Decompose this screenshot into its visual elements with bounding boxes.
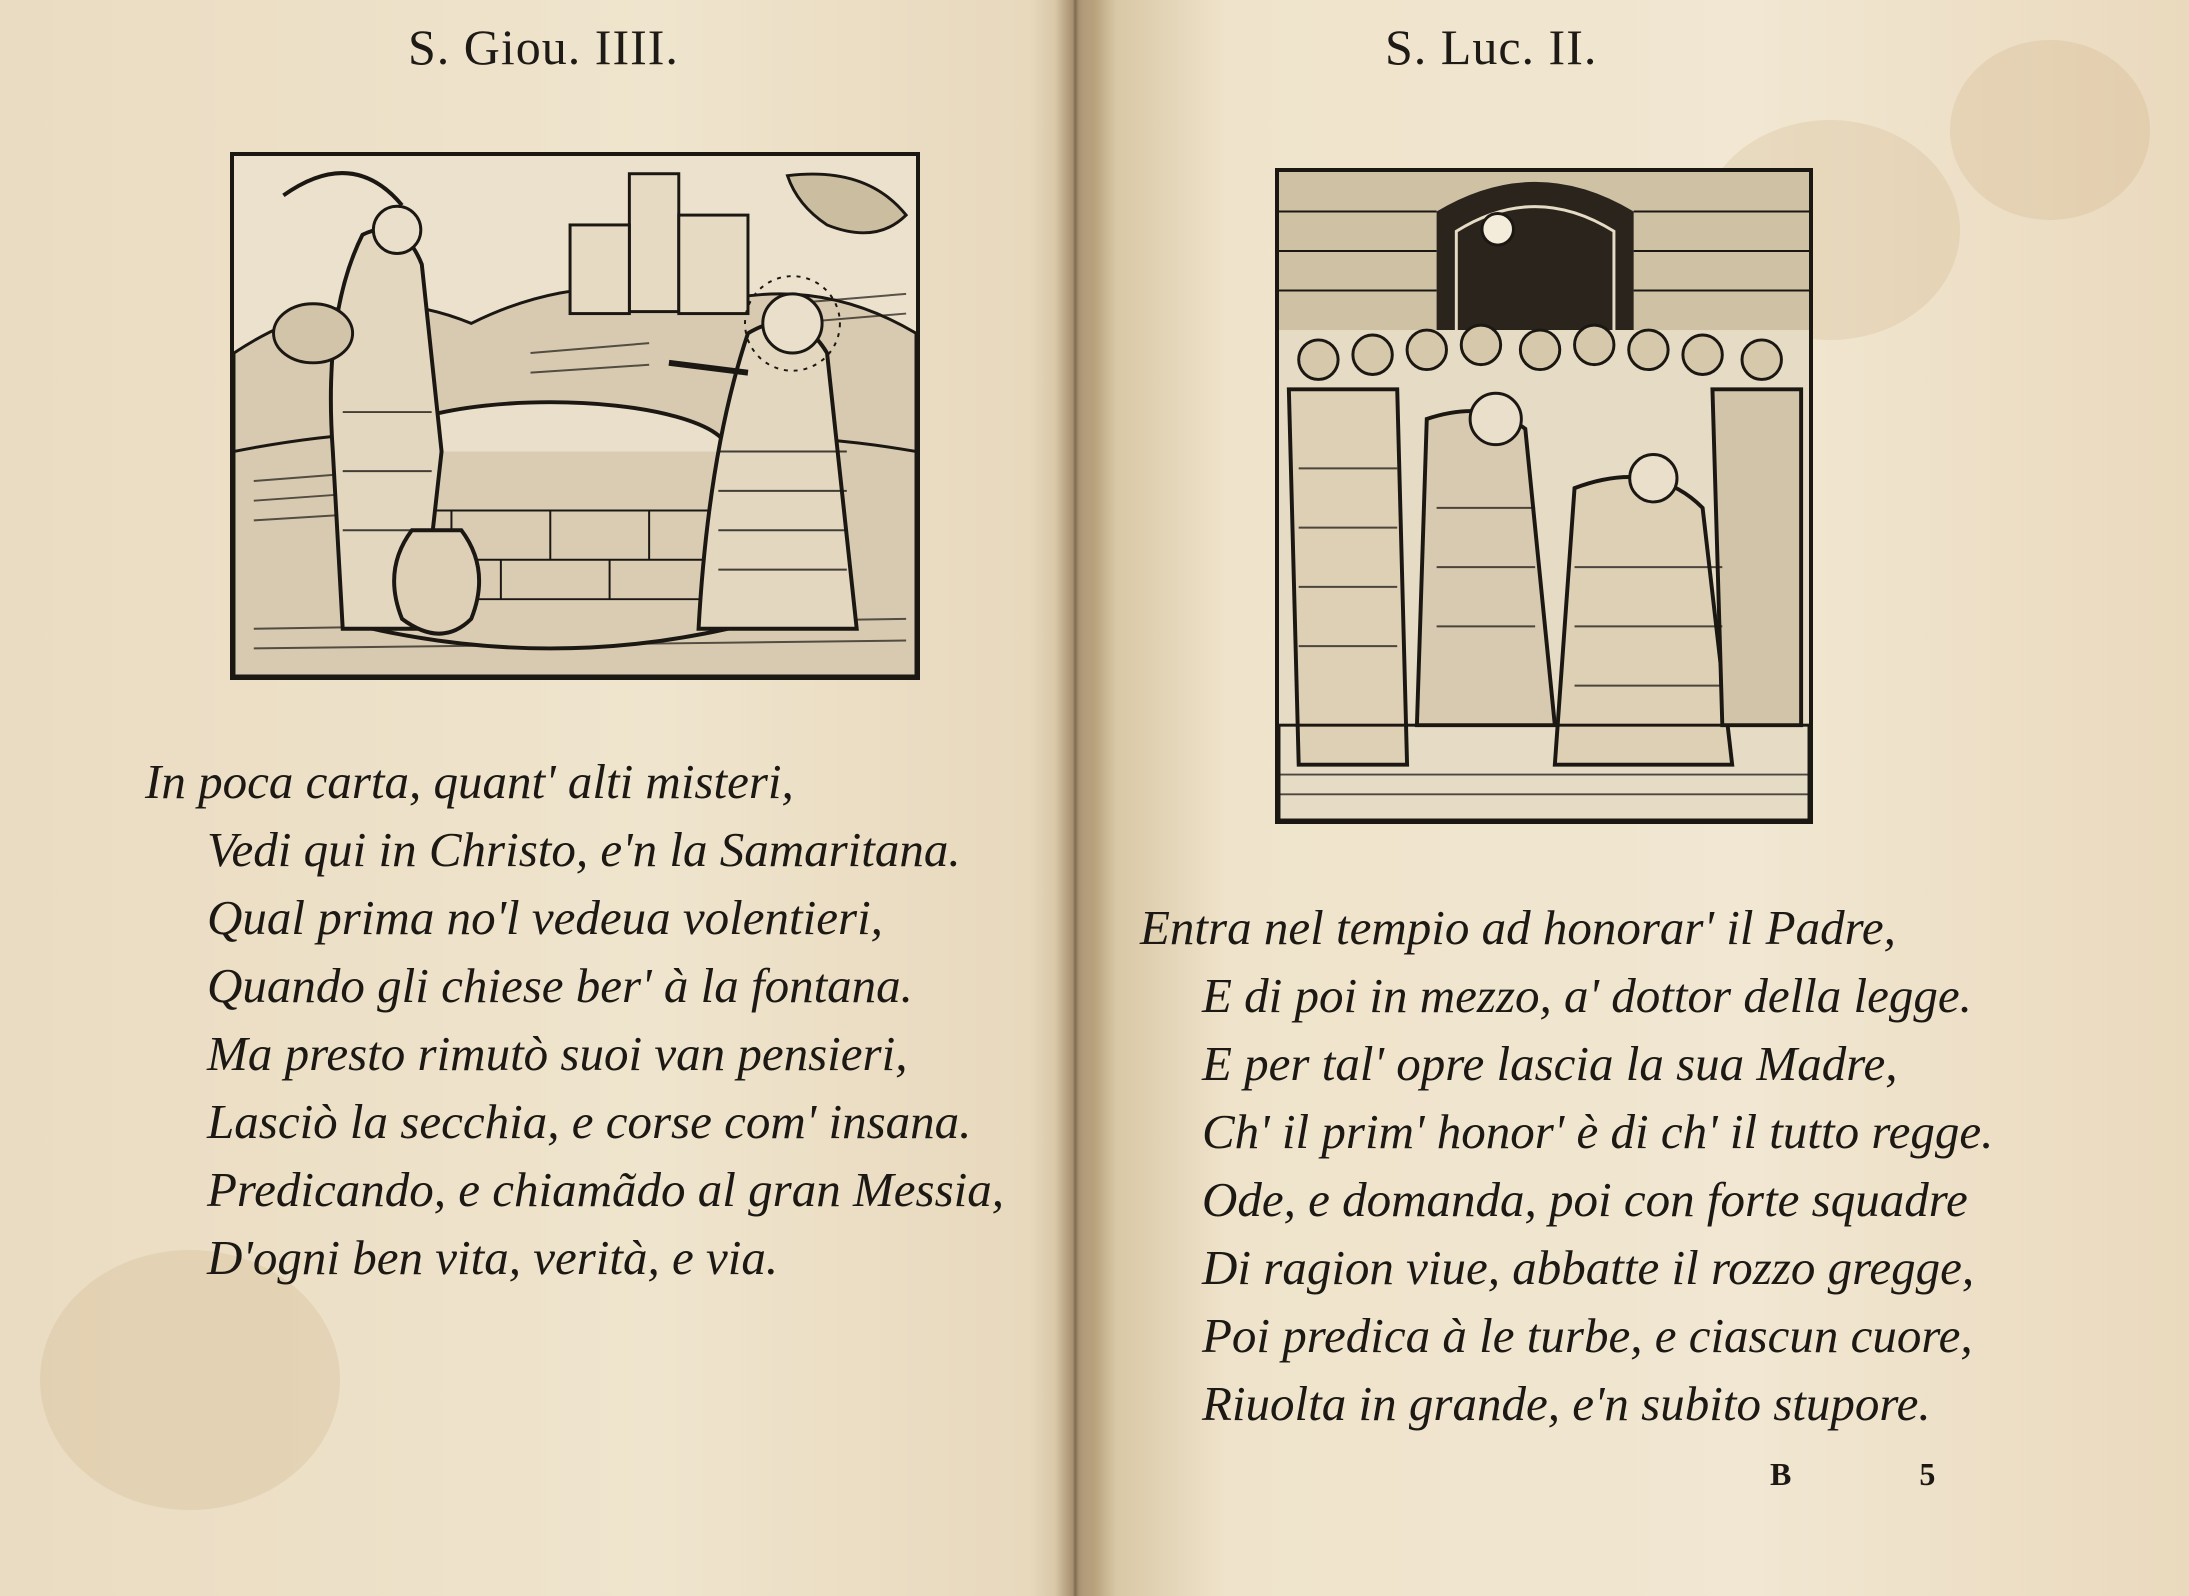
verse-line: In poca carta, quant' alti misteri, <box>145 754 794 809</box>
woodcut-samaritan-woman-illustration <box>230 152 920 680</box>
verse-line: Poi predica à le turbe, e ciascun cuore, <box>1202 1308 1973 1363</box>
signature-mark: B 5 <box>1770 1456 1996 1492</box>
right-running-head: S. Luc. II. <box>1385 19 1598 75</box>
verse-line: E per tal' opre lascia la sua Madre, <box>1202 1036 1898 1091</box>
woodcut-samaritan-drawing <box>234 156 916 676</box>
right-verse <box>1140 894 1993 1438</box>
verse-line: Ode, e domanda, poi con forte squadre <box>1202 1172 1968 1227</box>
verse-line: Predicando, e chiamãdo al gran Messia, <box>207 1162 1005 1217</box>
verse-line: Lasciò la secchia, e corse com' insana. <box>207 1094 972 1149</box>
left-page <box>0 0 1075 1596</box>
verse-line: Di ragion viue, abbatte il rozzo gregge, <box>1202 1240 1975 1295</box>
verse-line: Entra nel tempio ad honorar' il Padre, <box>1140 900 1896 955</box>
left-verse <box>145 748 1004 1292</box>
verse-line: Ch' il prim' honor' è di ch' il tutto regge. <box>1202 1104 1994 1159</box>
verse-line: D'ogni ben vita, verità, e via. <box>207 1230 779 1285</box>
right-page <box>1075 0 2189 1596</box>
woodcut-temple-doctors-illustration <box>1275 168 1813 824</box>
verse-line: Vedi qui in Christo, e'n la Samaritana. <box>207 822 961 877</box>
verse-line: Ma presto rimutò suoi van pensieri, <box>207 1026 908 1081</box>
verse-line: Qual prima no'l vedeua volentieri, <box>207 890 883 945</box>
verse-line: Quando gli chiese ber' à la fontana. <box>207 958 913 1013</box>
woodcut-temple-drawing <box>1279 172 1809 820</box>
verse-line: Riuolta in grande, e'n subito stupore. <box>1202 1376 1931 1431</box>
left-running-head: S. Giou. IIII. <box>408 19 679 75</box>
verse-line: E di poi in mezzo, a' dottor della legge. <box>1202 968 1972 1023</box>
